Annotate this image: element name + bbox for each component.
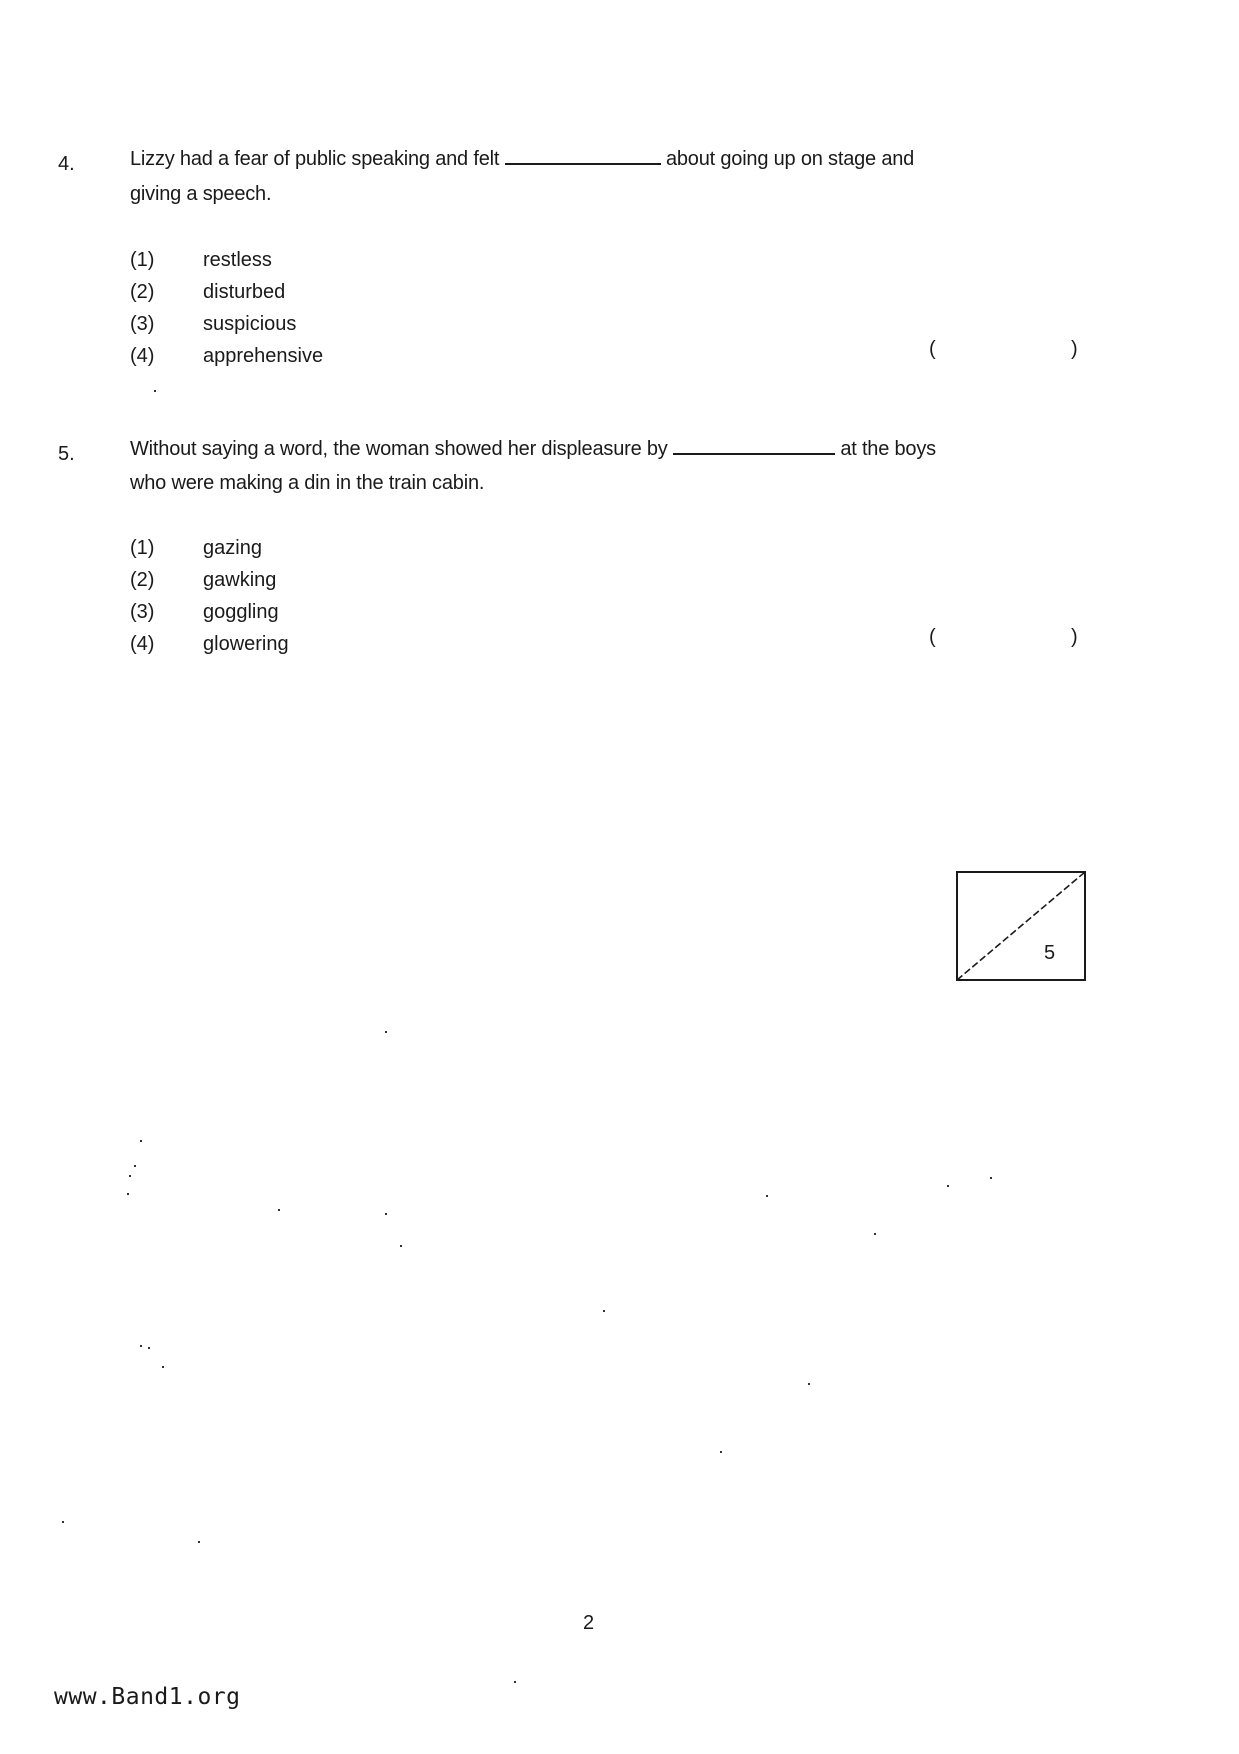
option-text: goggling [203, 601, 279, 623]
answer-blank [673, 439, 835, 455]
option-number: (3) [130, 601, 155, 623]
answer-bracket-open: ( [929, 626, 936, 648]
answer-bracket-close: ) [1071, 338, 1078, 360]
option-1 [130, 537, 530, 563]
question-stem-line-1 [130, 438, 936, 461]
option-number: (3) [130, 313, 155, 335]
option-4 [130, 633, 530, 659]
stem-before-blank: Lizzy had a fear of public speaking and felt [130, 148, 500, 170]
stem-after-blank: at the boys [840, 438, 936, 460]
stem-after-blank: about going up on stage and [665, 148, 915, 170]
score-box [956, 871, 1086, 981]
option-3 [130, 313, 530, 339]
option-text: glowering [203, 633, 289, 655]
option-1 [130, 249, 530, 275]
option-text: gazing [203, 537, 262, 559]
option-4 [130, 345, 530, 371]
answer-blank [505, 149, 661, 165]
option-number: (4) [130, 633, 155, 655]
option-number: (2) [130, 281, 155, 303]
option-text: suspicious [203, 313, 297, 335]
option-3 [130, 601, 530, 627]
question-stem-line-2: giving a speech. [130, 183, 272, 205]
question-stem-line-1 [130, 148, 914, 171]
option-text: restless [203, 249, 272, 271]
page-number: 2 [583, 1612, 595, 1634]
option-number: (2) [130, 569, 155, 591]
answer-bracket-open: ( [929, 338, 936, 360]
option-2 [130, 569, 530, 595]
stem-before-blank: Without saying a word, the woman showed her displeasure by [130, 438, 668, 460]
option-2 [130, 281, 530, 307]
score-marks: 5 [1044, 942, 1056, 964]
footer-url: www.Band1.org [54, 1684, 241, 1710]
option-text: apprehensive [203, 345, 324, 367]
option-text: disturbed [203, 281, 286, 303]
question-stem-line-2: who were making a din in the train cabin. [130, 472, 485, 494]
question-number: 5. [58, 443, 75, 465]
option-number: (4) [130, 345, 155, 367]
question-number: 4. [58, 153, 75, 175]
score-box-frame [956, 871, 1086, 981]
option-number: (1) [130, 249, 155, 271]
option-number: (1) [130, 537, 155, 559]
option-text: gawking [203, 569, 277, 591]
answer-bracket-close: ) [1071, 626, 1078, 648]
